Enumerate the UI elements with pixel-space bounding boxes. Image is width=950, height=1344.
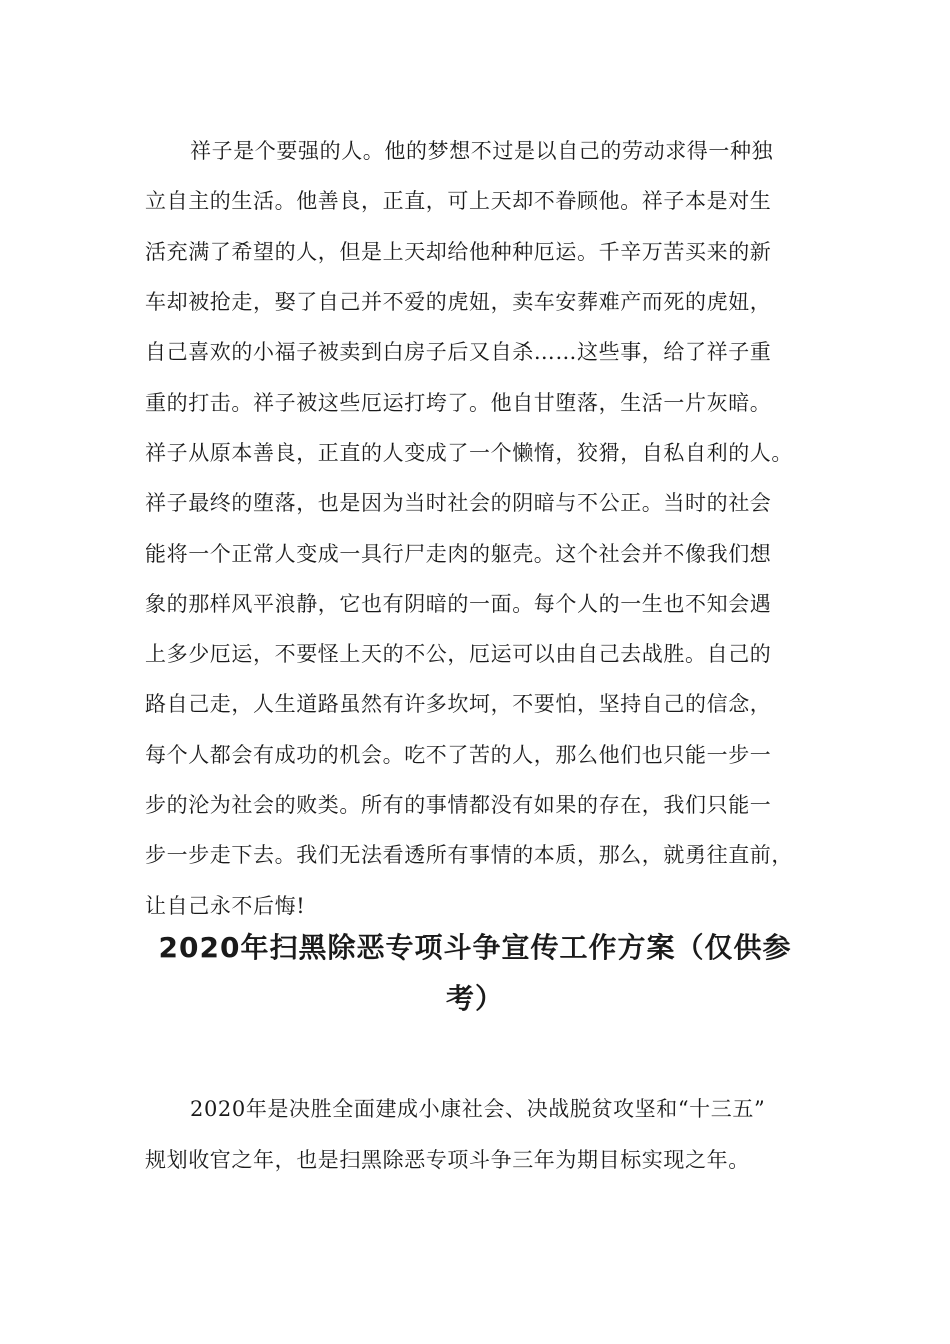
paragraph-line: 上多少厄运，不要怪上天的不公，厄运可以由自己去战胜。自己的: [145, 642, 772, 666]
paragraph-line: 祥子最终的堕落，也是因为当时社会的阴暗与不公正。当时的社会: [145, 491, 772, 515]
paragraph-line: 步一步走下去。我们无法看透所有事情的本质，那么，就勇往直前，: [145, 843, 793, 867]
paragraph-line: 能将一个正常人变成一具行尸走肉的躯壳。这个社会并不像我们想: [145, 542, 772, 566]
paragraph-line: 重的打击。祥子被这些厄运打垮了。他自甘堕落，生活一片灰暗。: [145, 391, 772, 415]
paragraph-line: 祥子从原本善良，正直的人变成了一个懒惰，狡猾，自私自利的人。: [145, 441, 793, 465]
paragraph-line: 让自己永不后悔!: [145, 894, 306, 918]
paragraph-line: 活充满了希望的人，但是上天却给他种种厄运。千辛万苦买来的新: [145, 240, 772, 264]
paragraph-line: 象的那样风平浪静，它也有阴暗的一面。每个人的一生也不知会遇: [145, 592, 772, 616]
paragraph-line: 立自主的生活。他善良，正直，可上天却不眷顾他。祥子本是对生: [145, 189, 772, 213]
paragraph-line: 祥子是个要强的人。他的梦想不过是以自己的劳动求得一种独: [190, 139, 774, 163]
title-line: 考）: [445, 982, 504, 1015]
paragraph-line: 自己喜欢的小福子被卖到白房子后又自杀……这些事，给了祥子重: [145, 340, 772, 364]
paragraph-line: 车却被抢走，娶了自己并不爱的虎妞，卖车安葬难产而死的虎妞，: [145, 290, 772, 314]
paragraph-line: 路自己走，人生道路虽然有许多坎坷，不要怕，坚持自己的信念，: [145, 692, 772, 716]
paragraph-line: 规划收官之年，也是扫黑除恶专项斗争三年为期目标实现之年。: [145, 1148, 750, 1172]
paragraph-line: 步的沦为社会的败类。所有的事情都没有如果的存在，我们只能一: [145, 793, 772, 817]
paragraph-line: 每个人都会有成功的机会。吃不了苦的人，那么他们也只能一步一: [145, 743, 772, 767]
paragraph-line: 2020年是决胜全面建成小康社会、决战脱贫攻坚和“十三五”: [190, 1097, 766, 1121]
title-line: 2020年扫黑除恶专项斗争宣传工作方案（仅供参: [158, 931, 792, 964]
